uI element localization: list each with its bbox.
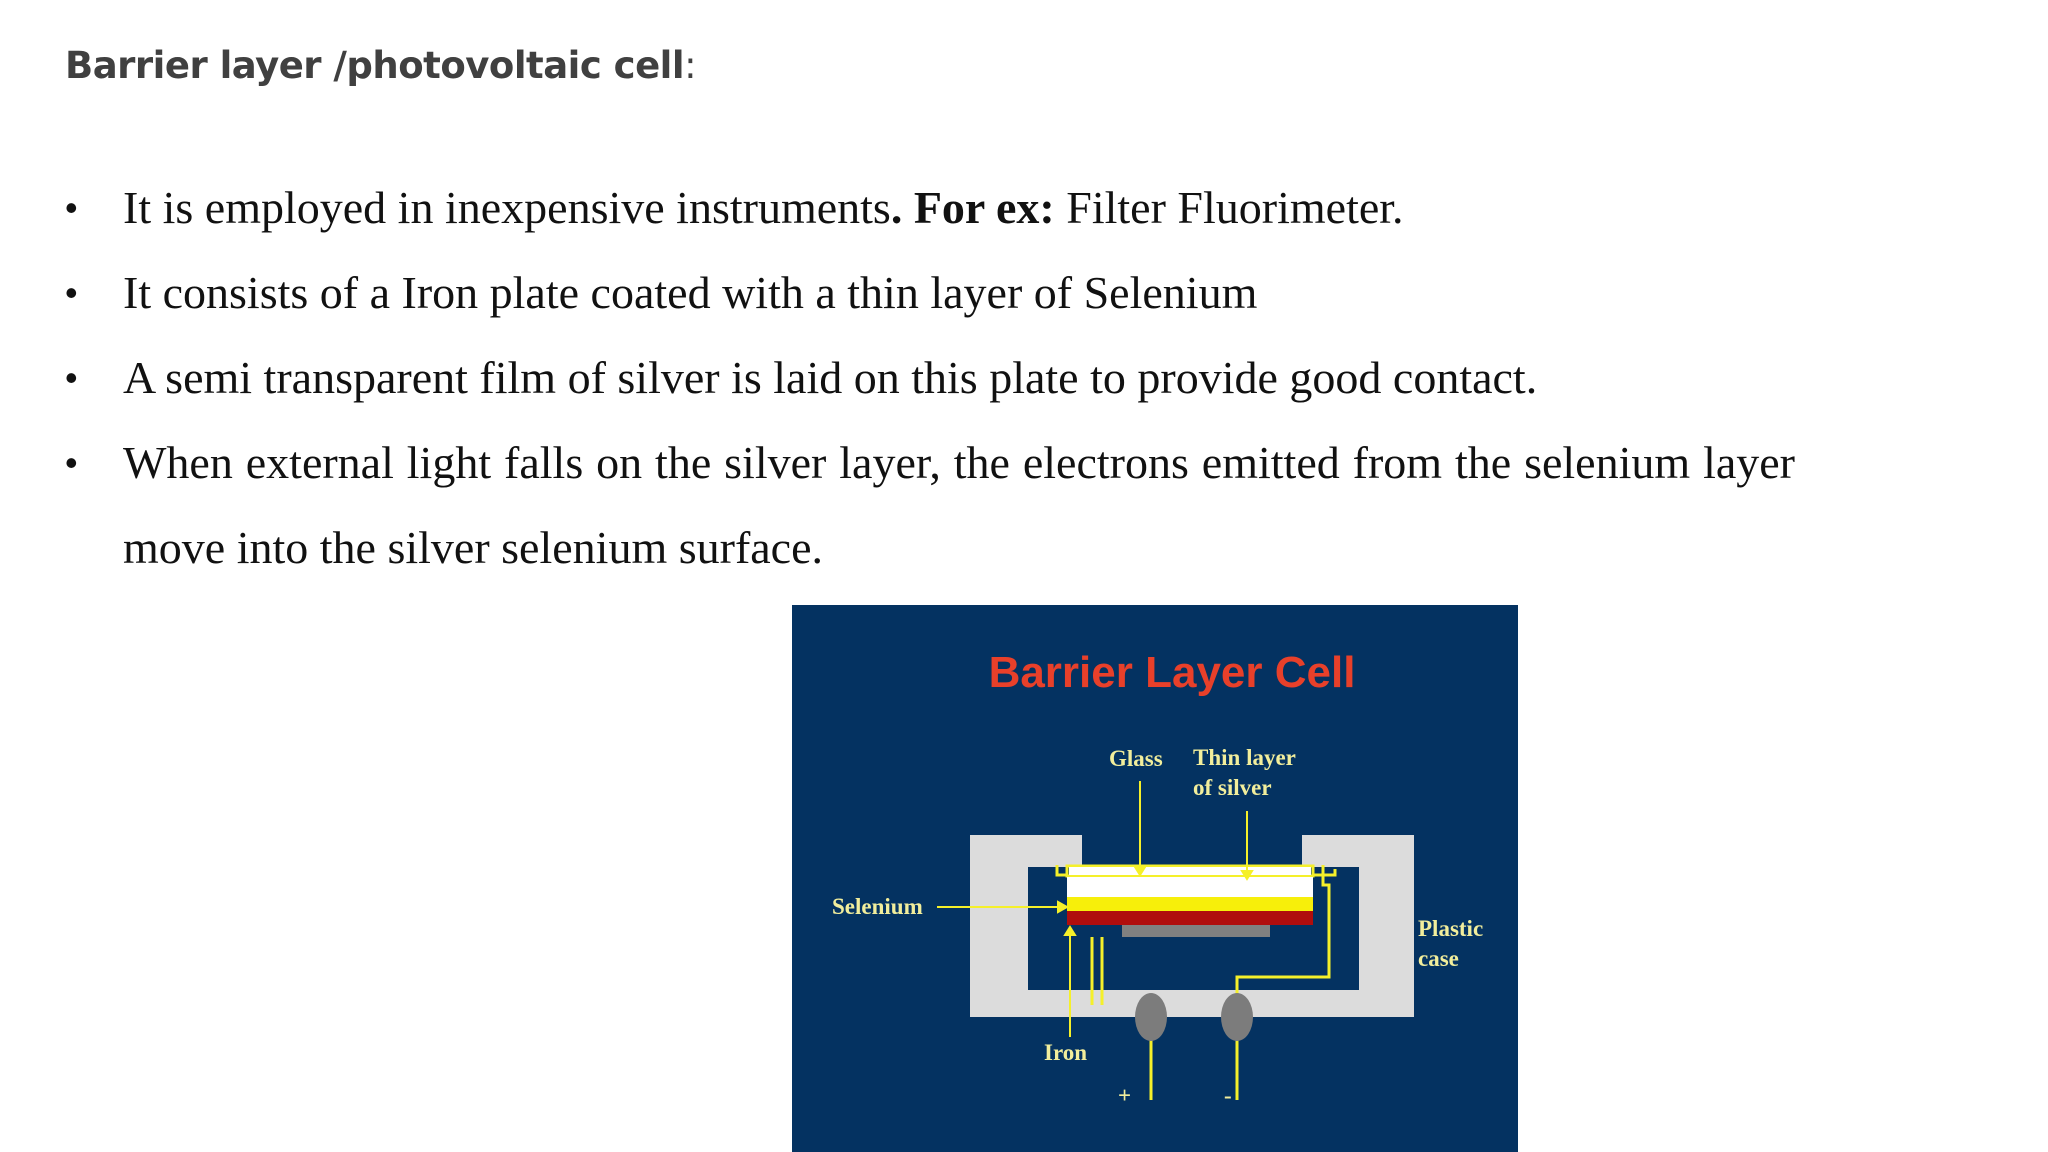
terminal-plus: [1135, 993, 1167, 1041]
diagram-svg: [792, 605, 1518, 1152]
red-layer: [1067, 911, 1313, 925]
bullet-2-text: It consists of a Iron plate coated with a thin layer of Selenium: [123, 267, 1258, 318]
glass-layer: [1069, 867, 1311, 875]
label-plastic-1: Plastic: [1418, 916, 1484, 941]
label-iron: Iron: [1044, 1040, 1088, 1065]
bullet-4-text: When external light falls on the silver layer, the electrons emitted from the selenium layer move into the silver selenium surface.: [123, 437, 1795, 573]
label-glass: Glass: [1109, 746, 1163, 771]
bullet-1-text: It is employed in inexpensive instruments: [123, 182, 891, 233]
bullet-dot: •: [65, 357, 78, 398]
bullet-dot: •: [65, 272, 78, 313]
label-plastic-2: case: [1418, 946, 1459, 971]
barrier-layer-cell-diagram: [792, 605, 1518, 1152]
bullet-3-text: A semi transparent film of silver is laid on this plate to provide good contact.: [123, 352, 1538, 403]
label-thin-layer-2: of silver: [1193, 775, 1272, 800]
bullet-list: [65, 165, 1795, 590]
bullet-dot: •: [65, 442, 78, 483]
bullet-dot: •: [65, 187, 78, 228]
bullet-1-tail: Filter Fluorimeter.: [1054, 182, 1404, 233]
page-heading: [65, 44, 696, 87]
bullet-item-2: [65, 250, 1795, 335]
label-selenium: Selenium: [832, 894, 923, 919]
terminal-minus: [1221, 993, 1253, 1041]
bullet-item-4: [65, 420, 1795, 590]
diagram-title: Barrier Layer Cell: [988, 648, 1356, 697]
label-minus: -: [1224, 1083, 1232, 1108]
label-plus: +: [1118, 1083, 1132, 1108]
heading-bold: Barrier layer /photovoltaic cell: [65, 44, 685, 87]
selenium-layer: [1067, 897, 1313, 911]
bullet-item-1: [65, 165, 1795, 250]
heading-colon: :: [684, 44, 697, 87]
bullet-item-3: [65, 335, 1795, 420]
bullet-1-bold: . For ex:: [890, 182, 1055, 233]
iron-plate: [1122, 925, 1270, 937]
label-thin-layer-1: Thin layer: [1193, 745, 1296, 770]
silver-layer: [1067, 877, 1313, 897]
